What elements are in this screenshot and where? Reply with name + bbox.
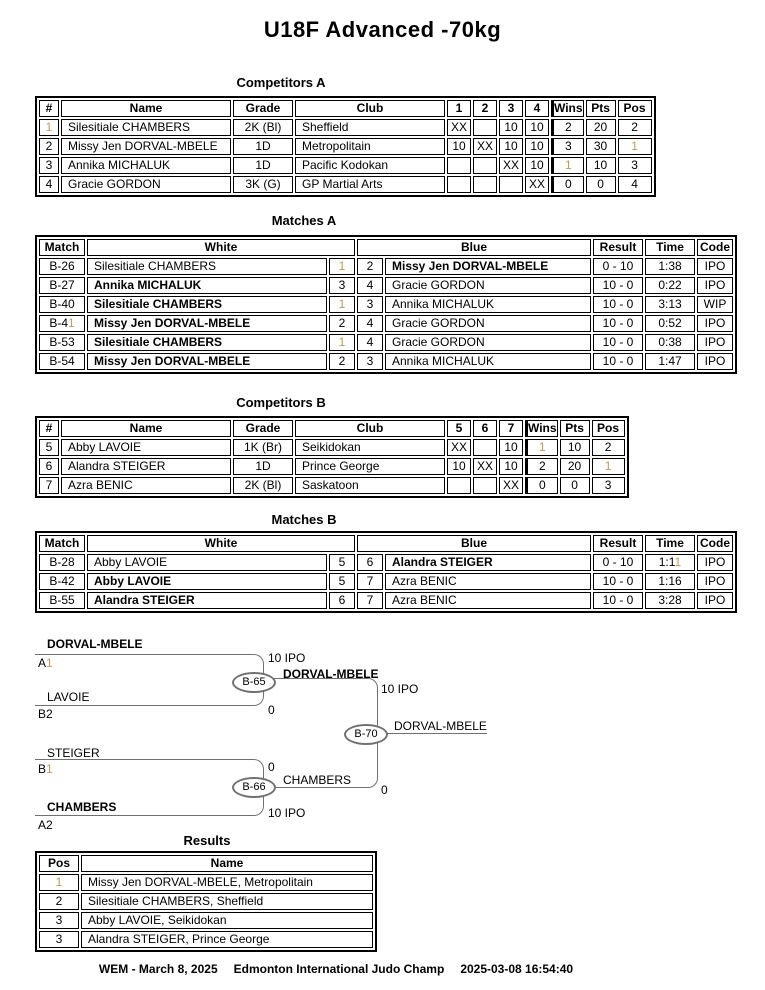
- blue-num-cell: 3: [357, 296, 383, 313]
- time-cell: 1:11: [645, 554, 695, 571]
- score-cell: 10: [499, 458, 523, 475]
- table-row: [39, 119, 652, 136]
- score-cell: [473, 439, 497, 456]
- pos-cell: 3: [618, 157, 652, 174]
- table-row: [39, 573, 733, 590]
- table-row: [39, 912, 373, 929]
- col-name: Name: [81, 855, 373, 872]
- table-row: [39, 296, 733, 313]
- blue-name-cell: Azra BENIC: [385, 573, 591, 590]
- score-cell: [473, 176, 497, 193]
- score-cell: [473, 477, 497, 494]
- competitors-b-heading: Competitors B: [236, 395, 326, 410]
- col-time: Time: [645, 239, 695, 256]
- col-code: Code: [697, 535, 733, 552]
- pts-cell: 0: [586, 176, 616, 193]
- table-row: [39, 874, 373, 891]
- col-pos: Pos: [592, 420, 625, 437]
- score-cell: [447, 477, 471, 494]
- bracket-player-label: LAVOIE: [47, 690, 90, 704]
- table-row: [39, 893, 373, 910]
- col-match: Match: [39, 239, 85, 256]
- col-blue: Blue: [357, 535, 591, 552]
- code-cell: IPO: [697, 592, 733, 609]
- white-name-cell: Missy Jen DORVAL-MBELE: [87, 315, 327, 332]
- blue-num-cell: 4: [357, 315, 383, 332]
- competitors-a-heading: Competitors A: [236, 75, 326, 90]
- result-cell: 0 - 10: [593, 554, 643, 571]
- pos-cell: 1: [39, 874, 79, 891]
- matches-a-table: [35, 235, 737, 374]
- club-cell: Seikidokan: [295, 439, 445, 456]
- result-cell: 10 - 0: [593, 296, 643, 313]
- score-cell: XX: [499, 157, 523, 174]
- grade-cell: 2K (Bl): [233, 477, 293, 494]
- name-cell: Gracie GORDON: [61, 176, 231, 193]
- pts-cell: 20: [560, 458, 590, 475]
- col-white: White: [87, 239, 355, 256]
- bracket-score-label: 0: [268, 760, 275, 774]
- time-cell: 1:47: [645, 353, 695, 370]
- score-cell: [447, 176, 471, 193]
- num-cell: 5: [39, 439, 59, 456]
- code-cell: IPO: [697, 334, 733, 351]
- col-3: 3: [499, 100, 523, 117]
- score-cell: [447, 157, 471, 174]
- name-cell: Missy Jen DORVAL-MBELE, Metropolitain: [81, 874, 373, 891]
- bracket-champion-label: DORVAL-MBELE: [394, 719, 487, 733]
- pos-cell: 2: [618, 119, 652, 136]
- bracket-score-label: 0: [268, 703, 275, 717]
- footer: [0, 962, 672, 976]
- white-name-cell: Abby LAVOIE: [87, 554, 327, 571]
- time-cell: 0:52: [645, 315, 695, 332]
- table-header-row: [39, 855, 373, 872]
- grade-cell: 2K (Bl): [233, 119, 293, 136]
- blue-name-cell: Gracie GORDON: [385, 277, 591, 294]
- blue-name-cell: Alandra STEIGER: [385, 554, 591, 571]
- result-cell: 10 - 0: [593, 334, 643, 351]
- col-num: #: [39, 420, 59, 437]
- name-cell: Silesitiale CHAMBERS, Sheffield: [81, 893, 373, 910]
- club-cell: Sheffield: [295, 119, 445, 136]
- blue-name-cell: Gracie GORDON: [385, 315, 591, 332]
- col-5: 5: [447, 420, 471, 437]
- matches-b-table: [35, 531, 737, 613]
- pos-cell: 2: [592, 439, 625, 456]
- score-cell: 10: [499, 119, 523, 136]
- bracket-score-label: 10 IPO: [381, 682, 419, 696]
- footer-event: WEM - March 8, 2025: [98, 962, 218, 976]
- bracket-seed-label: A2: [38, 818, 53, 832]
- col-pos: Pos: [39, 855, 79, 872]
- match-node-b65: B-65: [232, 672, 276, 693]
- result-cell: 10 - 0: [593, 277, 643, 294]
- table-row: [39, 315, 733, 332]
- competitors-b-table: [35, 416, 629, 498]
- name-cell: Missy Jen DORVAL-MBELE: [61, 138, 231, 155]
- match-cell: B-26: [39, 258, 85, 275]
- white-name-cell: Alandra STEIGER: [87, 592, 327, 609]
- score-cell: XX: [447, 439, 471, 456]
- col-grade: Grade: [233, 100, 293, 117]
- num-cell: 7: [39, 477, 59, 494]
- col-6: 6: [473, 420, 497, 437]
- wins-cell: 3: [551, 138, 584, 155]
- score-cell: XX: [473, 138, 497, 155]
- white-name-cell: Silesitiale CHAMBERS: [87, 334, 327, 351]
- wins-cell: 0: [551, 176, 584, 193]
- score-cell: 10: [525, 119, 549, 136]
- col-blue: Blue: [357, 239, 591, 256]
- col-code: Code: [697, 239, 733, 256]
- num-cell: 2: [39, 138, 59, 155]
- page-title: U18F Advanced -70kg: [263, 17, 502, 42]
- table-header-row: [39, 535, 733, 552]
- name-cell: Alandra STEIGER, Prince George: [81, 931, 373, 948]
- result-cell: 10 - 0: [593, 353, 643, 370]
- score-cell: XX: [447, 119, 471, 136]
- score-cell: 10: [525, 138, 549, 155]
- table-header-row: [39, 100, 652, 117]
- result-cell: 10 - 0: [593, 573, 643, 590]
- wins-cell: 1: [525, 439, 558, 456]
- pts-cell: 0: [560, 477, 590, 494]
- grade-cell: 1D: [233, 138, 293, 155]
- table-header-row: [39, 420, 625, 437]
- score-cell: 10: [499, 138, 523, 155]
- bracket-score-label: 10 IPO: [268, 806, 306, 820]
- bracket-player-label: DORVAL-MBELE: [47, 637, 143, 651]
- table-row: [39, 458, 625, 475]
- code-cell: IPO: [697, 258, 733, 275]
- col-name: Name: [61, 420, 231, 437]
- blue-name-cell: Annika MICHALUK: [385, 353, 591, 370]
- col-pos: Pos: [618, 100, 652, 117]
- footer-competition: Edmonton International Judo Champ: [233, 962, 445, 976]
- white-num-cell: 2: [329, 315, 355, 332]
- match-cell: B-41: [39, 315, 85, 332]
- score-cell: [473, 157, 497, 174]
- bracket-winner-label: DORVAL-MBELE: [283, 667, 379, 681]
- blue-num-cell: 2: [357, 258, 383, 275]
- footer-timestamp: 2025-03-08 16:54:40: [460, 962, 574, 976]
- col-pts: Pts: [560, 420, 590, 437]
- table-row: [39, 554, 733, 571]
- score-cell: XX: [473, 458, 497, 475]
- pos-cell: 3: [39, 912, 79, 929]
- grade-cell: 1K (Br): [233, 439, 293, 456]
- club-cell: GP Martial Arts: [295, 176, 445, 193]
- matches-a-heading: Matches A: [271, 213, 337, 228]
- code-cell: IPO: [697, 277, 733, 294]
- white-name-cell: Annika MICHALUK: [87, 277, 327, 294]
- col-grade: Grade: [233, 420, 293, 437]
- table-row: [39, 258, 733, 275]
- blue-name-cell: Missy Jen DORVAL-MBELE: [385, 258, 591, 275]
- blue-num-cell: 7: [357, 573, 383, 590]
- name-cell: Silesitiale CHAMBERS: [61, 119, 231, 136]
- name-cell: Alandra STEIGER: [61, 458, 231, 475]
- result-cell: 10 - 0: [593, 315, 643, 332]
- time-cell: 0:38: [645, 334, 695, 351]
- club-cell: Saskatoon: [295, 477, 445, 494]
- time-cell: 0:22: [645, 277, 695, 294]
- white-num-cell: 1: [329, 258, 355, 275]
- col-match: Match: [39, 535, 85, 552]
- bracket-winner-label: CHAMBERS: [283, 773, 352, 787]
- bracket-seed-label: B2: [38, 707, 53, 721]
- score-cell: 10: [499, 439, 523, 456]
- col-2: 2: [473, 100, 497, 117]
- name-cell: Abby LAVOIE, Seikidokan: [81, 912, 373, 929]
- match-cell: B-55: [39, 592, 85, 609]
- code-cell: IPO: [697, 353, 733, 370]
- col-7: 7: [499, 420, 523, 437]
- blue-name-cell: Azra BENIC: [385, 592, 591, 609]
- bracket-player-label: CHAMBERS: [47, 800, 117, 814]
- score-cell: 10: [447, 458, 471, 475]
- white-num-cell: 1: [329, 334, 355, 351]
- white-name-cell: Missy Jen DORVAL-MBELE: [87, 353, 327, 370]
- bracket-player-label: STEIGER: [47, 746, 100, 760]
- bracket-seed-label: B1: [38, 762, 53, 776]
- results-heading: Results: [183, 833, 231, 848]
- wins-cell: 1: [551, 157, 584, 174]
- col-wins: Wins: [551, 100, 584, 117]
- score-cell: [499, 176, 523, 193]
- table-row: [39, 138, 652, 155]
- white-num-cell: 6: [329, 592, 355, 609]
- white-num-cell: 2: [329, 353, 355, 370]
- white-num-cell: 3: [329, 277, 355, 294]
- pts-cell: 20: [586, 119, 616, 136]
- col-club: Club: [295, 420, 445, 437]
- pts-cell: 10: [560, 439, 590, 456]
- col-pts: Pts: [586, 100, 616, 117]
- wins-cell: 0: [525, 477, 558, 494]
- code-cell: IPO: [697, 573, 733, 590]
- match-cell: B-42: [39, 573, 85, 590]
- grade-cell: 1D: [233, 458, 293, 475]
- score-cell: [473, 119, 497, 136]
- matches-b-heading: Matches B: [271, 512, 337, 527]
- pos-cell: 4: [618, 176, 652, 193]
- score-cell: 10: [447, 138, 471, 155]
- pos-cell: 1: [618, 138, 652, 155]
- club-cell: Pacific Kodokan: [295, 157, 445, 174]
- code-cell: WIP: [697, 296, 733, 313]
- code-cell: IPO: [697, 315, 733, 332]
- match-node-b66: B-66: [232, 777, 276, 798]
- grade-cell: 3K (G): [233, 176, 293, 193]
- grade-cell: 1D: [233, 157, 293, 174]
- score-cell: XX: [499, 477, 523, 494]
- table-row: [39, 277, 733, 294]
- bracket-score-label: 10 IPO: [268, 651, 306, 665]
- blue-num-cell: 7: [357, 592, 383, 609]
- table-row: [39, 176, 652, 193]
- col-num: #: [39, 100, 59, 117]
- pts-cell: 30: [586, 138, 616, 155]
- time-cell: 1:38: [645, 258, 695, 275]
- white-num-cell: 5: [329, 554, 355, 571]
- time-cell: 3:13: [645, 296, 695, 313]
- score-cell: 10: [525, 157, 549, 174]
- table-row: [39, 439, 625, 456]
- white-name-cell: Abby LAVOIE: [87, 573, 327, 590]
- result-cell: 0 - 10: [593, 258, 643, 275]
- club-cell: Prince George: [295, 458, 445, 475]
- blue-num-cell: 4: [357, 334, 383, 351]
- col-1: 1: [447, 100, 471, 117]
- match-node-b70: B-70: [344, 724, 388, 745]
- bracket-score-label: 0: [381, 783, 388, 797]
- blue-num-cell: 6: [357, 554, 383, 571]
- match-cell: B-40: [39, 296, 85, 313]
- col-4: 4: [525, 100, 549, 117]
- num-cell: 1: [39, 119, 59, 136]
- white-num-cell: 1: [329, 296, 355, 313]
- pos-cell: 3: [39, 931, 79, 948]
- table-row: [39, 592, 733, 609]
- pts-cell: 10: [586, 157, 616, 174]
- col-name: Name: [61, 100, 231, 117]
- col-time: Time: [645, 535, 695, 552]
- pos-cell: 3: [592, 477, 625, 494]
- result-cell: 10 - 0: [593, 592, 643, 609]
- time-cell: 1:16: [645, 573, 695, 590]
- white-name-cell: Silesitiale CHAMBERS: [87, 258, 327, 275]
- blue-name-cell: Annika MICHALUK: [385, 296, 591, 313]
- table-header-row: [39, 239, 733, 256]
- white-name-cell: Silesitiale CHAMBERS: [87, 296, 327, 313]
- match-cell: B-28: [39, 554, 85, 571]
- col-result: Result: [593, 239, 643, 256]
- table-row: [39, 931, 373, 948]
- match-cell: B-53: [39, 334, 85, 351]
- pos-cell: 2: [39, 893, 79, 910]
- results-table: [35, 851, 377, 952]
- bracket-seed-label: A1: [38, 656, 53, 670]
- num-cell: 3: [39, 157, 59, 174]
- wins-cell: 2: [551, 119, 584, 136]
- match-cell: B-54: [39, 353, 85, 370]
- club-cell: Metropolitain: [295, 138, 445, 155]
- blue-name-cell: Gracie GORDON: [385, 334, 591, 351]
- col-club: Club: [295, 100, 445, 117]
- match-cell: B-27: [39, 277, 85, 294]
- score-cell: XX: [525, 176, 549, 193]
- champion-line: [387, 733, 487, 734]
- bracket: [0, 628, 765, 843]
- table-row: [39, 477, 625, 494]
- code-cell: IPO: [697, 554, 733, 571]
- time-cell: 3:28: [645, 592, 695, 609]
- num-cell: 4: [39, 176, 59, 193]
- competitors-a-table: [35, 96, 656, 197]
- table-row: [39, 353, 733, 370]
- wins-cell: 2: [525, 458, 558, 475]
- col-wins: Wins: [525, 420, 558, 437]
- blue-num-cell: 4: [357, 277, 383, 294]
- pos-cell: 1: [592, 458, 625, 475]
- name-cell: Abby LAVOIE: [61, 439, 231, 456]
- table-row: [39, 157, 652, 174]
- name-cell: Azra BENIC: [61, 477, 231, 494]
- col-white: White: [87, 535, 355, 552]
- num-cell: 6: [39, 458, 59, 475]
- table-row: [39, 334, 733, 351]
- col-result: Result: [593, 535, 643, 552]
- white-num-cell: 5: [329, 573, 355, 590]
- blue-num-cell: 3: [357, 353, 383, 370]
- name-cell: Annika MICHALUK: [61, 157, 231, 174]
